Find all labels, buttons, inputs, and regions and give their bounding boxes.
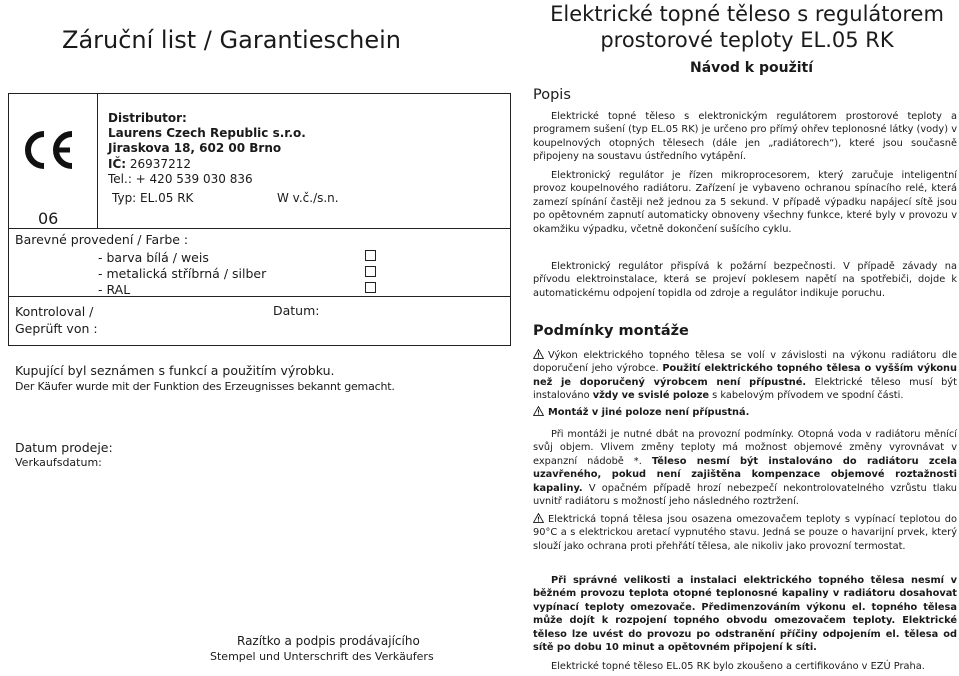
montaz-paragraph-4 [533,513,957,553]
checked-by-line2: Geprüft von : [15,321,98,336]
distributor-company: Laurens Czech Republic s.r.o. [108,126,306,141]
color-heading: Barevné provedení / Farbe : [15,232,189,247]
color-option-white: - barva bílá / weis [98,250,209,265]
m4-text: Elektrická topná tělesa jsou osazena omezovačem teploty s vypínací teplotou do 90°C a s elektrickou aretací vypnutého stavu. Jedná se pouze o havarijní prvek, který slouží jako ochrana proti přehřátí tělesa, ale nikoliv jako provozní termostat. [533,514,957,552]
manual-subtitle: Návod k použití [690,60,814,76]
distributor-tel: Tel.: + 420 539 030 836 [108,171,253,186]
m1-text-b: Použití elektrického topného tělesa o vyšším výkonu než je doporučený výrobcem není přípustné. [533,363,958,388]
montaz-paragraph-5 [533,574,957,654]
section-heading-popis: Popis [533,87,571,103]
warning-triangle-icon [533,406,544,416]
ce-mark-icon [20,128,76,172]
warning-triangle-icon [533,349,544,359]
ic-label: IČ: [108,156,127,171]
distributor-ic [108,157,306,172]
serial-number-label: W v.č./s.n. [277,191,339,205]
checked-by-label [15,303,98,337]
montaz-paragraph-2 [533,406,957,419]
product-type: Typ: EL.05 RK [112,191,194,205]
popis-paragraph-1 [533,110,957,164]
warranty-title: Záruční list / Garantieschein [62,26,402,54]
checkbox-ral[interactable] [365,282,376,293]
checkbox-silver[interactable] [365,266,376,277]
popis-p2-text: Elektronický regulátor je řízen mikroprocesorem, který zaručuje inteligentní provoz koupelnového radiátoru. Zařízení je vybaveno ochranou spínacího relé, která zamezí spínání častěji než jednou za 5 sekund. V případě výpadku napájecí sítě jsou po opětovném zapnutí automaticky obnoveny všechny funkce, které byly v provozu v okamžiku výpadku, včetně dokončení sušícího cyklu. [533,170,957,235]
certification-note [533,660,957,673]
buyer-note-de: Der Käufer wurde mit der Funktion des Erzeugnisses bekannt gemacht. [15,380,395,393]
date-label: Datum: [273,303,320,318]
m1-text-a: Výkon elektrického topného tělesa se volí v závislosti na výkonu radiátoru dle doporučení jeho výrobce. [533,350,957,375]
ic-value: 26937212 [126,156,191,171]
warning-triangle-icon [533,513,544,523]
card-divider-vertical [97,93,98,228]
manual-title-line1: Elektrické topné těleso s regulátorem [550,2,944,26]
color-option-silver: - metalická stříbrná / silber [98,266,267,281]
popis-paragraph-2 [533,169,957,236]
card-divider-top [8,228,511,229]
section-heading-montaz: Podmínky montáže [533,323,689,339]
stamp-label-de: Stempel und Unterschrift des Verkäufers [210,650,434,663]
sale-date-cz: Datum prodeje: [15,440,113,455]
m5-text: Při správné velikosti a instalaci elektrického topného tělesa nesmí v běžném provozu teplota otopné teplonosné kapaliny v radiátoru dosahovat vypínací teploty omezovače. Předimenzováním výkonu el. topného tělesa může dojít k rozpojení topného obvodu omezovačem teploty. Elektrické těleso lze uvést do provozu po odstranění příčiny odpojením el. tělesa od sítě po dobu 10 minut a opětovném připojení k síti. [533,575,957,654]
m3-text-b: Těleso nesmí být instalováno do radiátoru zcela uzavřeného, pokud není zajištěna kompenzace objemové roztažnosti kapaliny. [533,455,958,494]
checked-by-line1: Kontroloval / [15,304,94,319]
manual-title-line2: prostorové teploty EL.05 RK [600,28,894,52]
distributor-address: Jiraskova 18, 602 00 Brno [108,141,282,156]
manual-title [538,1,956,53]
sale-date-de: Verkaufsdatum: [15,456,102,469]
popis-paragraph-3 [533,260,957,300]
m1-text-d: vždy ve svislé poloze [592,390,710,402]
m3-text-c: V opačném případě hrozí nebezpečí nekontrolovatelného vzrůstu tlaku uvnitř radiátoru s možností jeho následného roztržení. [533,482,957,508]
m1-text-e: s kabelovým přívodem ve spodní části. [709,390,904,402]
distributor-block [108,111,306,187]
m6-text: Elektrické topné těleso EL.05 RK bylo zkoušeno a certifikováno v EZÚ Praha. [551,661,925,672]
distributor-label: Distributor: [108,111,187,125]
m1-text-c: Elektrické těleso musí být instalováno [533,376,957,402]
popis-p3-text: Elektronický regulátor přispívá k požární bezpečnosti. V případě závady na přívodu elektroinstalace, která se projeví poklesem napětí na spotřebiči, dojde k automatickému odpojení topidla od zdroje a regulátor indikuje poruchu. [533,261,957,299]
checkbox-white[interactable] [365,250,376,261]
m2-text: Montáž v jiné poloze není přípustná. [548,407,750,418]
montaz-paragraph-3 [533,428,957,508]
montaz-paragraph-1 [533,349,957,403]
card-divider-bottom [8,296,511,297]
m3-text-a: Při montáži je nutné dbát na provozní podmínky. Otopná voda v radiátoru měnící svůj objem. Vlivem změny teploty má možnost objemové změny vyrovnávat v expanzní nádobě *. [533,429,957,467]
model-number: 06 [38,209,59,228]
buyer-note-cz: Kupující byl seznámen s funkcí a použitím výrobku. [15,363,335,378]
popis-p1-text: Elektrické topné těleso s elektronickým regulátorem prostorové teploty a programem sušení (typ EL.05 RK) je určeno pro přímý ohřev teplonosné látky (vody) v koupelnových otopných tělesech (dále jen „radiátorech“), které jsou současně připojeny na soustavu ústředního vytápění. [533,111,957,163]
color-option-ral: - RAL [98,282,131,297]
stamp-label-cz: Razítko a podpis prodávajícího [237,634,420,648]
